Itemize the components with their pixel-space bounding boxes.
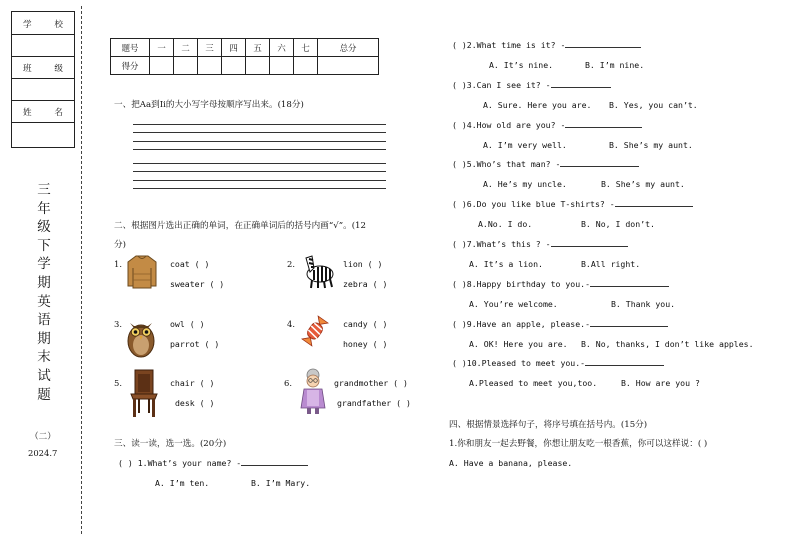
- option-b: B. How are you ?: [621, 378, 700, 388]
- score-header-cell: 题号: [111, 39, 150, 57]
- class-label: 班 级: [23, 64, 73, 74]
- sweater-icon: [126, 254, 158, 290]
- option-a: A. He’s my uncle.: [483, 179, 567, 189]
- exam-title-vertical: 三 年 级 下 学 期 英 语 期 末 试 题: [37, 182, 51, 403]
- score-input-cell[interactable]: [294, 57, 318, 75]
- score-input-cell[interactable]: [150, 57, 174, 75]
- option-word: grandmother ( ): [334, 378, 408, 388]
- answer-blank[interactable]: [565, 47, 641, 48]
- answer-blank[interactable]: [551, 246, 628, 247]
- section1-heading: 一、把Aa到Ii的大小写字母按顺序写出来。(18分): [114, 100, 304, 110]
- question-1: ( ) 1.What’s your name? -: [118, 458, 308, 468]
- answer-blank[interactable]: [565, 127, 642, 128]
- option-word: grandfather ( ): [337, 398, 411, 408]
- question-3: ( )3.Can I see it? -: [452, 80, 611, 90]
- item-number: 6.: [284, 378, 292, 388]
- score-input-cell[interactable]: [246, 57, 270, 75]
- question-7: ( )7.What’s this ? -: [452, 239, 628, 249]
- item-number: 1.: [114, 259, 122, 269]
- item-number: 5.: [114, 378, 122, 388]
- option-a: A. OK! Here you are.: [469, 339, 568, 349]
- option-word: lion ( ): [343, 259, 383, 269]
- item-number: 2.: [287, 259, 295, 269]
- score-input-cell[interactable]: [222, 57, 246, 75]
- answer-blank[interactable]: [615, 206, 693, 207]
- option-a: A.No. I do.: [478, 219, 533, 229]
- option-word: chair ( ): [170, 378, 215, 388]
- option-b: B. Yes, you can’t.: [609, 100, 698, 110]
- score-header-cell: 总分: [318, 39, 379, 57]
- answer-blank[interactable]: [560, 166, 639, 167]
- score-header-cell: 四: [222, 39, 246, 57]
- option-b: B. She’s my aunt.: [609, 140, 693, 150]
- writing-line[interactable]: [133, 163, 386, 164]
- grandmother-icon: [298, 368, 328, 416]
- option-a: A.Pleased to meet you,too.: [469, 378, 598, 388]
- item-number: 4.: [287, 319, 295, 329]
- score-row-label: 得分: [111, 57, 150, 75]
- answer-blank[interactable]: [241, 465, 308, 466]
- question-10: ( )10.Pleased to meet you.-: [452, 358, 664, 368]
- exam-volume: （二）: [30, 432, 56, 442]
- candy-icon: [300, 312, 330, 350]
- score-header-cell: 二: [174, 39, 198, 57]
- question-4: ( )4.How old are you? -: [452, 120, 642, 130]
- score-table: [110, 38, 379, 75]
- question-8: ( )8.Happy birthday to you.-: [452, 279, 669, 289]
- score-input-cell[interactable]: [318, 57, 379, 75]
- question-2: ( )2.What time is it? -: [452, 40, 641, 50]
- option-a: A. I’m very well.: [483, 140, 567, 150]
- score-input-cell[interactable]: [174, 57, 198, 75]
- option-word: parrot ( ): [170, 339, 220, 349]
- option-b: B. Thank you.: [611, 299, 676, 309]
- score-header-cell: 七: [294, 39, 318, 57]
- option-b: B. I’m nine.: [585, 60, 645, 70]
- fold-line: [81, 6, 82, 534]
- writing-line[interactable]: [133, 132, 386, 133]
- section4-question-1: 1.你和朋友一起去野餐，你想让朋友吃一根香蕉，你可以这样说：( ): [449, 439, 708, 449]
- item-number: 3.: [114, 319, 122, 329]
- exam-date: 2024.7: [28, 448, 58, 458]
- owl-icon: [124, 315, 158, 359]
- score-header-cell: 五: [246, 39, 270, 57]
- writing-line[interactable]: [133, 141, 386, 142]
- score-input-cell[interactable]: [198, 57, 222, 75]
- answer-blank[interactable]: [590, 286, 669, 287]
- section2-heading: 二、根据图片选出正确的单词，在正确单词后的括号内画“√”。(12: [114, 221, 366, 231]
- question-5: ( )5.Who’s that man? -: [452, 159, 639, 169]
- option-word: honey ( ): [343, 339, 388, 349]
- option-a: A. It’s a lion.: [469, 259, 543, 269]
- score-input-cell[interactable]: [270, 57, 294, 75]
- option-a: A. It’s nine.: [489, 60, 554, 70]
- option-b: B. No, thanks, I don’t like apples.: [581, 339, 754, 349]
- option-word: coat ( ): [170, 259, 210, 269]
- score-header-cell: 一: [150, 39, 174, 57]
- option-word: sweater ( ): [170, 279, 225, 289]
- section3-heading: 三、读一读，选一选。(20分): [114, 439, 227, 449]
- option-word: desk ( ): [175, 398, 215, 408]
- student-info-box: [11, 11, 75, 148]
- option-a: A. Sure. Here you are.: [483, 100, 592, 110]
- score-header-cell: 六: [270, 39, 294, 57]
- answer-blank[interactable]: [585, 365, 664, 366]
- option-a: A. You’re welcome.: [469, 299, 558, 309]
- option-a: A. I’m ten.: [155, 478, 210, 488]
- zebra-icon: [298, 250, 338, 290]
- answer-blank[interactable]: [590, 326, 668, 327]
- writing-line[interactable]: [133, 180, 386, 181]
- option-word: owl ( ): [170, 319, 205, 329]
- chair-icon: [128, 368, 160, 418]
- section2-heading-cont: 分): [114, 240, 126, 250]
- option-b: B. She’s my aunt.: [601, 179, 685, 189]
- writing-line[interactable]: [133, 124, 386, 125]
- option-b: B. I’m Mary.: [251, 478, 311, 488]
- question-6: ( )6.Do you like blue T-shirts? -: [452, 199, 693, 209]
- answer-blank[interactable]: [551, 87, 611, 88]
- option-b: B.All right.: [581, 259, 641, 269]
- section4-heading: 四、根据情景选择句子，将序号填在括号内。(15分): [449, 420, 648, 430]
- option-word: candy ( ): [343, 319, 388, 329]
- score-header-cell: 三: [198, 39, 222, 57]
- writing-line[interactable]: [133, 171, 386, 172]
- writing-line[interactable]: [133, 149, 386, 150]
- option-b: B. No, I don’t.: [581, 219, 655, 229]
- name-label: 姓 名: [23, 108, 73, 118]
- school-label: 学 校: [23, 20, 73, 30]
- question-9: ( )9.Have an apple, please.-: [452, 319, 668, 329]
- option-word: zebra ( ): [343, 279, 388, 289]
- writing-line[interactable]: [133, 188, 386, 189]
- section4-option-a: A. Have a banana, please.: [449, 458, 573, 468]
